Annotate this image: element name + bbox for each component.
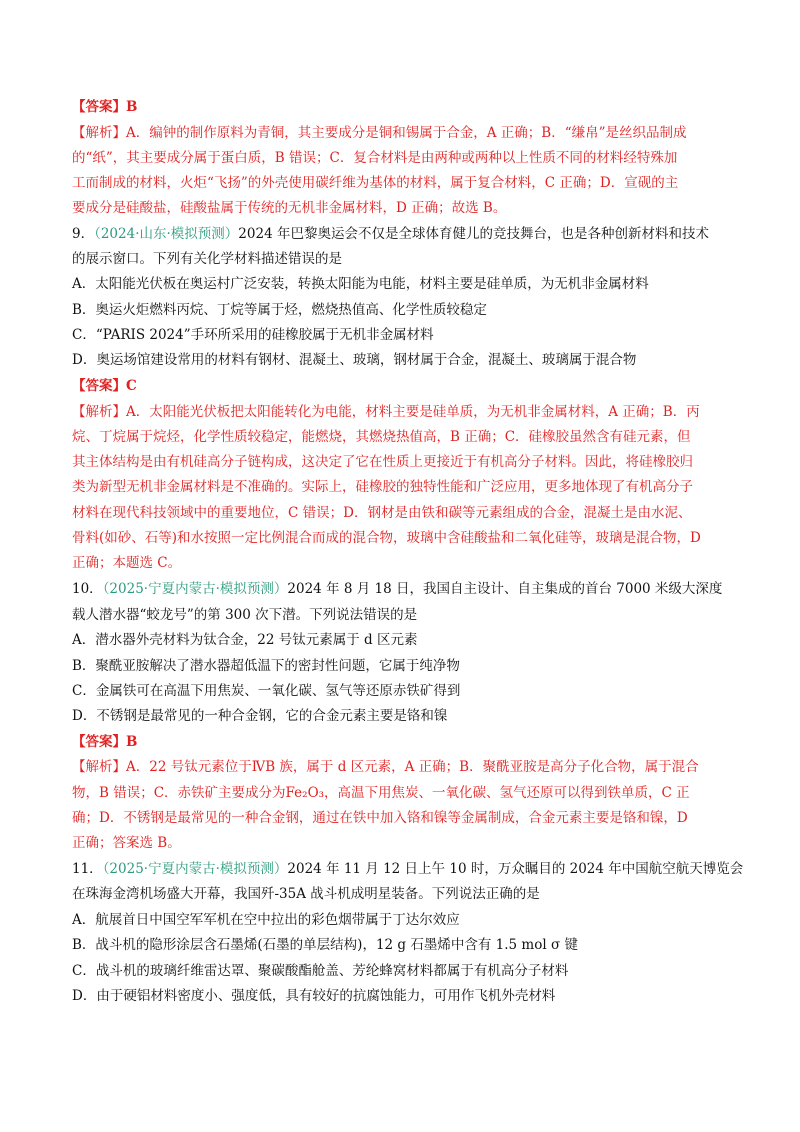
question-number: 9．: [72, 226, 95, 242]
analysis-line: 确；D．不锈钢是最常见的一种合金钢，通过在铁中加入铬和镍等金属制成，合金元素主要是铬和镍，D: [72, 810, 688, 826]
question-source: （2024·山东·模拟预测）: [94, 226, 239, 242]
question-stem-text: 2024 年 8 月 18 日，我国自主设计、自主集成的首台 7000 米级大深度: [287, 581, 723, 597]
question-9-stem-cont: 的展示窗口。下列有关化学材料描述错误的是: [72, 251, 342, 267]
analysis-line: 骨料(如砂、石等)和水按照一定比例混合而成的混合物，玻璃中含硅酸盐和二氧化硅等，玻璃是混合物，D: [72, 530, 701, 546]
analysis-line: 正确；答案选 B。: [72, 835, 181, 851]
analysis-line: 要成分是硅酸盐，硅酸盐属于传统的无机非金属材料，D 正确；故选 B。: [72, 200, 507, 216]
answer-label: 【答案】C: [72, 378, 137, 394]
option-c: C．金属铁可在高温下用焦炭、一氧化碳、氢气等还原赤铁矿得到: [72, 683, 461, 699]
answer-label: 【答案】B: [72, 734, 138, 750]
option-a: A．太阳能光伏板在奥运村广泛安装，转换太阳能为电能，材料主要是硅单质，为无机非金属材料: [72, 276, 649, 292]
question-source: （2025·宁夏内蒙古·模拟预测）: [102, 861, 288, 877]
option-d: D．不锈钢是最常见的一种合金钢，它的合金元素主要是铬和镍: [72, 708, 448, 724]
analysis-line: 【解析】A．22 号钛元素位于ⅣB 族，属于 d 区元素，A 正确；B．聚酰亚胺是高分子化合物，属于混合: [72, 759, 699, 775]
analysis-line: 类为新型无机非金属材料是不准确的。实际上，硅橡胶的独特性能和广泛应用，更多地体现了有机高分子: [72, 479, 693, 495]
question-number: 10．: [72, 581, 103, 597]
question-10-stem-cont: 载人潜水器“蛟龙号”的第 300 次下潜。下列说法错误的是: [72, 607, 418, 623]
option-c: C．“PARIS 2024”手环所采用的硅橡胶属于无机非金属材料: [72, 327, 434, 343]
question-source: （2025·宁夏内蒙古·模拟预测）: [102, 581, 288, 597]
answer-label: 【答案】B: [72, 99, 138, 115]
analysis-line: 材料在现代科技领域中的重要地位，C 错误；D．钢材是由铁和碳等元素组成的合金，混凝土是由水泥、: [72, 505, 692, 521]
option-a: A．潜水器外壳材料为钛合金，22 号钛元素属于 d 区元素: [72, 632, 418, 648]
analysis-line: 【解析】A．太阳能光伏板把太阳能转化为电能，材料主要是硅单质，为无机非金属材料，A 正确；B．丙: [72, 404, 700, 420]
question-stem-text: 2024 年巴黎奥运会不仅是全球体育健儿的竞技舞台，也是各种创新材料和技术: [238, 226, 709, 242]
option-b: B．聚酰亚胺解决了潜水器超低温下的密封性问题，它属于纯净物: [72, 658, 460, 674]
option-b: B．奥运火炬燃料丙烷、丁烷等属于烃，燃烧热值高、化学性质较稳定: [72, 302, 487, 318]
option-c: C．战斗机的玻璃纤维雷达罩、聚碳酸酯舱盖、芳纶蜂窝材料都属于有机高分子材料: [72, 963, 569, 979]
option-d: D．奥运场馆建设常用的材料有钢材、混凝土、玻璃，钢材属于合金，混凝土、玻璃属于混合物: [72, 352, 637, 368]
question-stem-text: 2024 年 11 月 12 日上午 10 时，万众瞩目的 2024 年中国航空航天博览会: [287, 861, 744, 877]
analysis-line: 的“纸”，其主要成分属于蛋白质，B 错误；C．复合材料是由两种或两种以上性质不同的材料经特殊加: [72, 150, 678, 166]
option-d: D．由于硬铝材料密度小、强度低，具有较好的抗腐蚀能力，可用作飞机外壳材料: [72, 988, 556, 1004]
analysis-line: 其主体结构是由有机硅高分子链构成，这决定了它在性质上更接近于有机高分子材料。因此，将硅橡胶归: [72, 454, 693, 470]
analysis-line: 【解析】A．编钟的制作原料为青铜，其主要成分是铜和锡属于合金，A 正确；B．“缣帛”是丝织品制成: [72, 125, 687, 141]
question-number: 11．: [72, 861, 103, 877]
question-10-stem: [72, 579, 722, 599]
option-b: B．战斗机的隐形涂层含石墨烯(石墨的单层结构)，12 g 石墨烯中含有 1.5 mol σ 键: [72, 937, 578, 953]
analysis-line: 物，B 错误；C．赤铁矿主要成分为Fe₂O₃，高温下用焦炭、一氧化碳、氢气还原可以得到铁单质，C 正: [72, 785, 690, 801]
option-a: A．航展首日中国空军军机在空中拉出的彩色烟带属于丁达尔效应: [72, 912, 460, 928]
question-9-stem: [72, 224, 709, 244]
analysis-line: 正确；本题选 C。: [72, 555, 182, 571]
analysis-line: 烷、丁烷属于烷烃，化学性质较稳定，能燃烧，其燃烧热值高，B 正确；C．硅橡胶虽然含有硅元素，但: [72, 429, 691, 445]
question-11-stem-cont: 在珠海金湾机场盛大开幕，我国歼-35A 战斗机成明星装备。下列说法正确的是: [72, 886, 540, 902]
question-11-stem: [72, 859, 743, 879]
analysis-line: 工而制成的材料，火炬“飞扬”的外壳使用碳纤维为基体的材料，属于复合材料，C 正确；D．宣砚的主: [72, 175, 679, 191]
